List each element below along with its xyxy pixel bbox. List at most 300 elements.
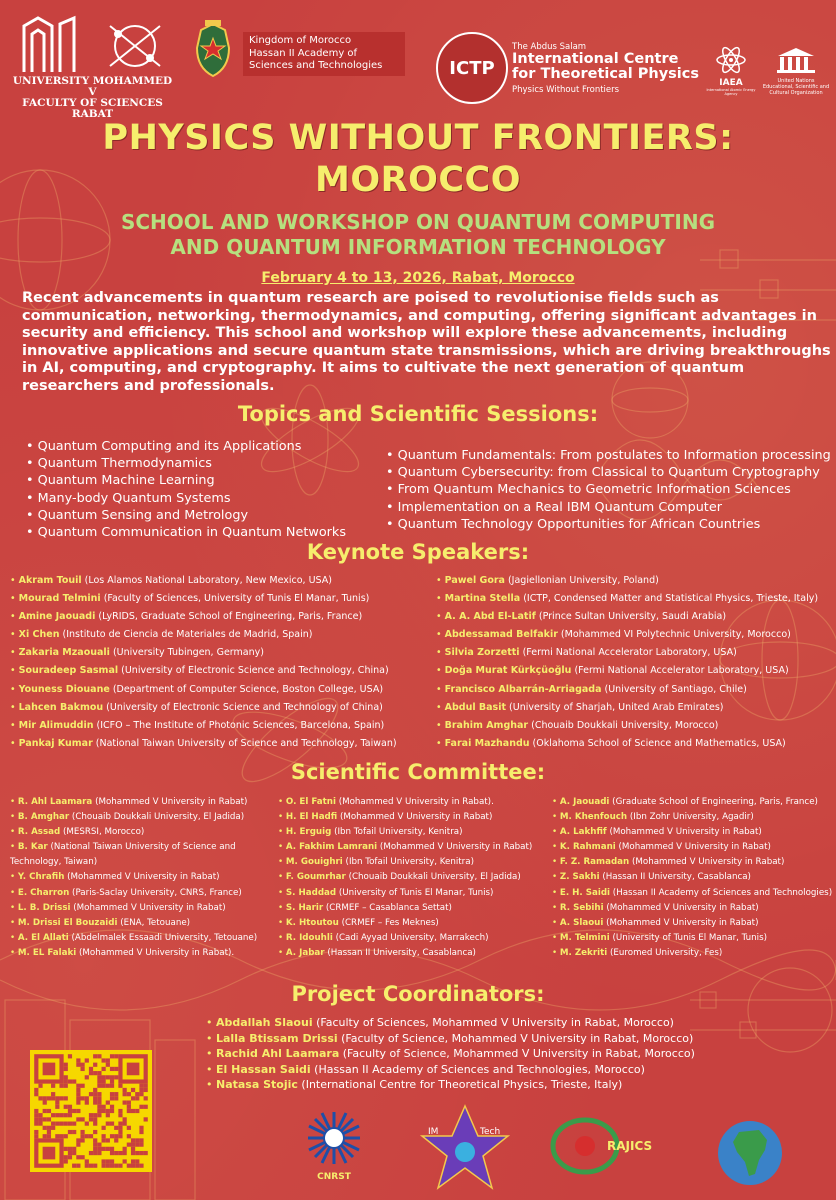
iaea-logo [706,46,756,96]
um5-name-line3: RABAT [71,108,114,120]
person-affiliation: (National Taiwan University of Science and Technology, Taiwan) [10,842,236,868]
keynote-right-list [436,572,834,753]
coordinator-item [206,1031,834,1047]
topic-item: • Many-body Quantum Systems [26,490,386,507]
person-name: El Hassan Saidi [216,1062,311,1076]
qr-module [106,1100,110,1104]
qr-module [59,1096,63,1100]
person-affiliation: (Department of Computer Science, Boston College, USA) [109,683,384,695]
qr-module [118,1084,122,1088]
qr-module [110,1092,114,1096]
topic-item: • Quantum Cybersecurity: from Classical to Quantum Cryptography [386,464,834,481]
person-affiliation: (Oklahoma School of Science and Mathematics, USA) [529,737,786,749]
iaea-name: International Atomic Energy Agency [706,88,756,96]
qr-module [110,1054,114,1058]
qr-module [76,1058,80,1062]
qr-module [110,1096,114,1100]
qr-module [80,1096,84,1100]
person-affiliation: (Jagiellonian University, Poland) [504,575,659,586]
qr-module [97,1084,101,1088]
person-affiliation: (Faculty of Science, Mohammed V University in Rabat, Morocco) [337,1031,694,1045]
qr-module [64,1075,68,1079]
person-name: A. A. Abd El-Latif [444,611,536,623]
qr-module [97,1105,101,1109]
topic-item: • Quantum Communication in Quantum Networks [26,524,386,541]
person-affiliation: (Cadi Ayyad University, Marrakech) [332,932,489,943]
qr-module [97,1100,101,1104]
qr-module [139,1105,143,1109]
qr-module [68,1054,72,1058]
person-name: Doğa Murat Kürkçüoğlu [444,665,572,677]
header [0,8,836,120]
qr-module [76,1100,80,1104]
coordinator-item [206,1046,834,1062]
qr-module [55,1105,59,1109]
qr-module [106,1075,110,1079]
qr-module [144,1105,148,1109]
person-name: A. Lakhfif [559,827,607,838]
qr-module [93,1054,97,1058]
committee-member-item [278,795,548,810]
topic-item: • Quantum Machine Learning [26,472,386,489]
committee-member-item [278,810,548,825]
committee-member-item [278,931,548,946]
qr-module [114,1096,118,1100]
committee-column-1 [10,795,272,961]
academy-line2: Hassan II Academy of [249,47,358,59]
person-affiliation: (Mohammed V University in Rabat) [629,857,785,868]
person-affiliation: (LyRIDS, Graduate School of Engineering, Paris, France) [95,611,363,623]
qr-module [68,1105,72,1109]
person-name: Farai Mazhandu [444,737,530,749]
subtitle-line1: SCHOOL AND WORKSHOP ON QUANTUM COMPUTING [120,210,716,234]
person-affiliation: (International Centre for Theoretical Physics, Trieste, Italy) [297,1078,623,1092]
qr-module [51,1092,55,1096]
unesco-line3: Cultural Organization [769,90,823,96]
qr-module [43,1100,47,1104]
qr-module [102,1067,106,1071]
qr-module [93,1071,97,1075]
qr-module [85,1058,89,1062]
committee-member-item [278,855,548,870]
keynote-speaker-item [436,644,834,662]
person-name: Z. Sakhi [559,872,600,883]
qr-module [55,1096,59,1100]
keynote-speaker-item [436,572,834,590]
qr-module [123,1088,127,1092]
committee-member-item [10,810,272,825]
committee-member-item [552,825,834,840]
qr-module [110,1067,114,1071]
person-name: Lahcen Bakmou [18,701,104,713]
person-affiliation: (ENA, Tetouane) [117,917,191,928]
qr-module [93,1092,97,1096]
coordinator-item [206,1062,834,1078]
moroccan-crest-icon [185,18,241,80]
keynote-speaker-item [10,572,434,590]
qr-module [97,1096,101,1100]
qr-module [102,1075,106,1079]
event-date [0,270,836,286]
person-name: B. Kar [17,842,48,853]
person-affiliation: (Abdelmalek Essaadi University, Tetouane) [68,932,258,943]
person-name: Lalla Btissam Drissi [216,1031,338,1045]
person-name: Martina Stella [444,593,521,605]
committee-member-item [278,901,548,916]
keynote-speaker-item [10,735,434,753]
committee-member-item [552,916,834,931]
committee-member-item [552,886,834,901]
qr-module [55,1100,59,1104]
rajics-label: RAJICS [607,1139,653,1153]
topic-item: • Quantum Fundamentals: From postulates to Information processing [386,447,834,464]
keynote-heading: Keynote Speakers: [306,540,530,564]
topics-right-list [386,447,834,533]
committee-member-item [10,901,272,916]
person-name: A. Jabar [285,947,325,958]
um5-emblem-icon [10,14,175,76]
person-affiliation: (ICTP, Condensed Matter and Statistical Physics, Trieste, Italy) [520,593,819,605]
topics-heading: Topics and Scientific Sessions: [237,402,599,426]
qr-module [97,1079,101,1083]
qr-module [102,1079,106,1083]
qr-module [110,1084,114,1088]
qr-module [76,1063,80,1067]
person-affiliation: (Prince Sultan University, Saudi Arabia) [535,611,727,623]
subtitle [0,210,836,260]
person-name: Pankaj Kumar [18,737,93,749]
person-affiliation: (Mohammed V University in Rabat) [603,902,759,913]
person-name: F. Z. Ramadan [559,857,630,868]
person-affiliation: (Paris-Saclay University, CNRS, France) [69,887,242,898]
topic-item: • Quantum Technology Opportunities for African Countries [386,516,834,533]
person-name: E. Charron [17,887,70,898]
person-name: R. Ahl Laamara [17,797,93,807]
qr-module [47,1096,51,1100]
qr-module [80,1063,84,1067]
qr-module [114,1075,118,1079]
qr-module [64,1063,68,1067]
person-name: Xi Chen [18,629,60,641]
keynote-speaker-item [436,681,834,699]
committee-member-item [278,825,548,840]
person-name: A. Jaouadi [559,797,610,807]
academy-line1: Kingdom of Morocco [249,35,352,46]
person-affiliation: (Instituto de Ciencia de Materiales de Madrid, Spain) [59,629,313,641]
qr-module [97,1075,101,1079]
committee-member-item [552,840,834,855]
person-name: M. Khenfouch [559,812,628,823]
committee-member-item [278,886,548,901]
qr-module [102,1058,106,1062]
committee-member-item [10,946,272,961]
qr-module [64,1105,68,1109]
committee-member-item [10,795,272,810]
committee-member-item [278,840,548,855]
topic-item: • Implementation on a Real IBM Quantum Computer [386,499,834,516]
qr-module [114,1067,118,1071]
keynote-speaker-item [436,735,834,753]
ictp-line1: The Abdus Salam [512,42,587,52]
committee-member-item [278,946,548,961]
person-affiliation: (University of Tunis El Manar, Tunis) [609,932,768,943]
person-name: R. Assad [17,827,61,838]
qr-module [135,1096,139,1100]
temple-icon [774,46,818,74]
qr-module [93,1100,97,1104]
qr-module [123,1100,127,1104]
person-name: Silvia Zorzetti [444,647,520,659]
qr-module [64,1079,68,1083]
qr-module [93,1088,97,1092]
person-name: M. Zekriti [559,947,608,958]
person-affiliation: (Mohammed VI Polytechnic University, Morocco) [557,629,791,641]
committee-member-item [10,916,272,931]
person-name: A. Slaoui [559,917,604,928]
qr-module [110,1105,114,1109]
person-affiliation: (Mohammed V University in Rabat). [335,797,494,807]
person-affiliation: (MESRSI, Morocco) [60,827,145,838]
main-title-line2: MOROCCO [315,160,521,200]
qr-module [89,1092,93,1096]
qr-module [85,1096,89,1100]
person-affiliation: (Mohammed V University in Rabat) [70,902,226,913]
unesco-logo [762,46,830,96]
person-affiliation: (Euromed University, Fes) [607,947,723,958]
person-name: S. Harir [285,902,324,913]
qr-module [144,1084,148,1088]
intro-paragraph: Recent advancements in quantum research are poised to revolutionise fields such as communication, networking, thermodynamics, and computing, offering significant advantages in security and efficiency. This school and workshop will explore these advancements, including innovative applications and secure quantum state transmissions, which are driving breakthroughs in AI, computing, and cryptography. It aims to cultivate the next generation of quantum researchers and professionals. [22,290,831,394]
qr-module [127,1105,131,1109]
committee-member-item [10,825,272,840]
person-affiliation: (University of Sharjah, United Arab Emirates) [506,701,724,713]
person-name: B. Amghar [17,812,70,823]
rajics-logo [545,1116,655,1180]
qr-module [80,1067,84,1071]
person-name: Souradeep Sasmal [18,665,119,677]
person-name: Youness Diouane [18,683,110,695]
person-name: Y. Chrafih [17,872,65,883]
person-name: Rachid Ahl Laamara [216,1047,340,1061]
qr-module [106,1058,110,1062]
person-name: L. B. Drissi [17,902,71,913]
keynote-speaker-item [10,717,434,735]
person-affiliation: (University of Tunis El Manar, Tunis) [336,887,494,898]
event-date-text: February 4 to 13, 2026, Rabat, Morocco [261,270,575,286]
person-affiliation: (Chouaib Doukkali University, Morocco) [528,719,719,731]
person-name: M. Drissi El Bouzaidi [17,917,118,928]
qr-module [76,1088,80,1092]
keynote-left-list [10,572,434,753]
committee-heading: Scientific Committee: [290,760,546,784]
qr-finder-core [43,1063,56,1076]
person-affiliation: (Hassan II University, Casablanca) [599,872,751,883]
committee-member-item [552,870,834,885]
africa-map-logo [715,1118,785,1188]
keynote-speaker-item [436,626,834,644]
committee-member-item [552,901,834,916]
ictp-tagline: Physics Without Frontiers [512,85,620,95]
keynote-speaker-item [10,699,434,717]
qr-module [131,1096,135,1100]
person-affiliation: (University Tubingen, Germany) [109,647,264,659]
qr-module [76,1092,80,1096]
qr-module [127,1092,131,1096]
person-name: Zakaria Mzaouali [18,647,110,659]
keynote-speaker-item [436,662,834,680]
person-affiliation: (University of Electronic Science and Technology of China) [103,701,383,713]
committee-member-item [552,795,834,810]
qr-module [93,1063,97,1067]
committee-member-item [552,946,834,961]
qr-module [110,1079,114,1083]
topics-left-list [26,438,386,541]
person-name: A. El Allati [17,932,69,943]
person-affiliation: (Mohammed V University in Rabat) [606,827,762,838]
qr-module [123,1092,127,1096]
committee-column-2 [278,795,548,961]
keynote-speaker-item [436,590,834,608]
qr-module [76,1096,80,1100]
person-name: Abdessamad Belfakir [444,629,558,641]
committee-member-item [552,810,834,825]
committee-column-3 [552,795,834,961]
academy-line3: Sciences and Technologies [249,60,383,71]
person-name: H. Erguig [285,827,332,838]
partner-logos [0,1110,836,1200]
person-affiliation: (Mohammed V University in Rabat) [337,812,493,823]
qr-module [43,1096,47,1100]
qr-module [76,1084,80,1088]
unesco-line1: United Nations [777,78,815,84]
qr-module [110,1075,114,1079]
person-name: M. Telmini [559,932,610,943]
qr-module [144,1096,148,1100]
qr-module [139,1084,143,1088]
committee-member-item [10,870,272,885]
person-name: Mir Alimuddin [18,719,94,731]
university-mohammed-v-logo [10,14,175,120]
qr-module [89,1071,93,1075]
coordinators-list [206,1015,834,1093]
person-name: Abdul Basit [444,701,507,713]
topic-item: • Quantum Sensing and Metrology [26,507,386,524]
ictp-line3: for Theoretical Physics [512,66,699,82]
committee-member-item [552,931,834,946]
qr-module [51,1096,55,1100]
person-affiliation: (Faculty of Sciences, University of Tunis El Manar, Tunis) [100,593,370,605]
person-name: Amine Jaouadi [18,611,96,623]
qr-module [144,1088,148,1092]
person-name: Francisco Albarrán-Arriagada [444,683,602,695]
person-name: Brahim Amghar [444,719,529,731]
cnrst-label: CNRST [317,1172,351,1182]
qr-module [106,1084,110,1088]
keynote-speaker-item [10,590,434,608]
keynote-speaker-item [10,626,434,644]
person-name: F. Goumrhar [285,872,346,883]
person-name: Pawel Gora [444,575,505,586]
person-affiliation: (University of Santiago, Chile) [601,683,747,695]
um5-name-line2: FACULTY OF SCIENCES [22,97,163,109]
person-affiliation: (Mohammed V University in Rabat) [603,917,759,928]
person-name: M. EL Falaki [17,947,77,958]
qr-module [80,1084,84,1088]
person-name: R. Idouhli [285,932,333,943]
person-affiliation: (Fermi National Accelerator Laboratory, USA) [519,647,737,659]
person-affiliation: (Ibn Zohr University, Agadir) [627,812,754,823]
qr-finder-core [127,1063,140,1076]
qr-module [64,1084,68,1088]
ictp-circle-badge: ICTP [436,32,508,104]
qr-module [72,1079,76,1083]
person-name: K. Htoutou [285,917,339,928]
person-affiliation: (Chouaib Doukkali University, El Jadida) [69,812,245,823]
committee-member-item [552,855,834,870]
person-affiliation: (Faculty of Science, Mohammed V University in Rabat, Morocco) [339,1047,695,1061]
person-name: Natasa Stojic [216,1078,298,1092]
person-name: Mourad Telmini [18,593,101,605]
qr-module [102,1084,106,1088]
keynote-speaker-item [10,608,434,626]
qr-module [135,1092,139,1096]
keynote-speaker-item [436,717,834,735]
topic-item: • From Quantum Mechanics to Geometric Information Sciences [386,481,834,498]
person-name: Abdallah Slaoui [216,1016,313,1029]
keynote-speaker-item [10,662,434,680]
unesco-line2: Educational, Scientific and [762,84,830,90]
imtech-left-text: IM [428,1127,439,1137]
person-affiliation: (ICFO – The Institute of Photonic Sciences, Barcelona, Spain) [93,719,385,731]
keynote-speaker-item [10,644,434,662]
qr-module [131,1088,135,1092]
imtech-logo [420,1104,510,1194]
person-affiliation: (Faculty of Sciences, Mohammed V University in Rabat, Morocco) [312,1016,674,1029]
rajics-emblem-icon [545,1116,655,1176]
qr-module [93,1096,97,1100]
person-name: M. Gouighri [285,857,343,868]
person-name: K. Rahmani [559,842,616,853]
subtitle-line2: AND QUANTUM INFORMATION TECHNOLOGY [170,235,666,259]
qr-module [85,1100,89,1104]
person-affiliation: (Hassan II Academy of Sciences and Technologies, Morocco) [310,1062,645,1076]
committee-member-item [10,931,272,946]
person-name: A. Fakhim Lamrani [285,842,378,853]
person-affiliation: (Chouaib Doukkali University, El Jadida) [345,872,521,883]
keynote-speaker-item [436,608,834,626]
person-affiliation: (Hassan II University, Casablanca) [324,947,476,958]
qr-module [34,1092,38,1096]
person-affiliation: (Ibn Tofail University, Kenitra) [342,857,474,868]
academy-name-box [243,32,405,76]
qr-module [51,1084,55,1088]
qr-module [139,1088,143,1092]
atom-icon [714,46,748,74]
person-affiliation: (National Taiwan University of Science and Technology, Taiwan) [92,737,397,749]
qr-module [85,1075,89,1079]
qr-module [114,1092,118,1096]
qr-module [34,1088,38,1092]
coordinator-item [206,1077,834,1093]
person-affiliation: (Los Alamos National Laboratory, New Mexico, USA) [81,575,332,586]
person-name: R. Sebihi [559,902,604,913]
qr-module [97,1071,101,1075]
iaea-abbr: IAEA [719,78,743,88]
imtech-right-text: Tech [480,1127,501,1137]
committee-member-item [10,840,272,870]
committee-member-item [278,870,548,885]
qr-module [89,1067,93,1071]
